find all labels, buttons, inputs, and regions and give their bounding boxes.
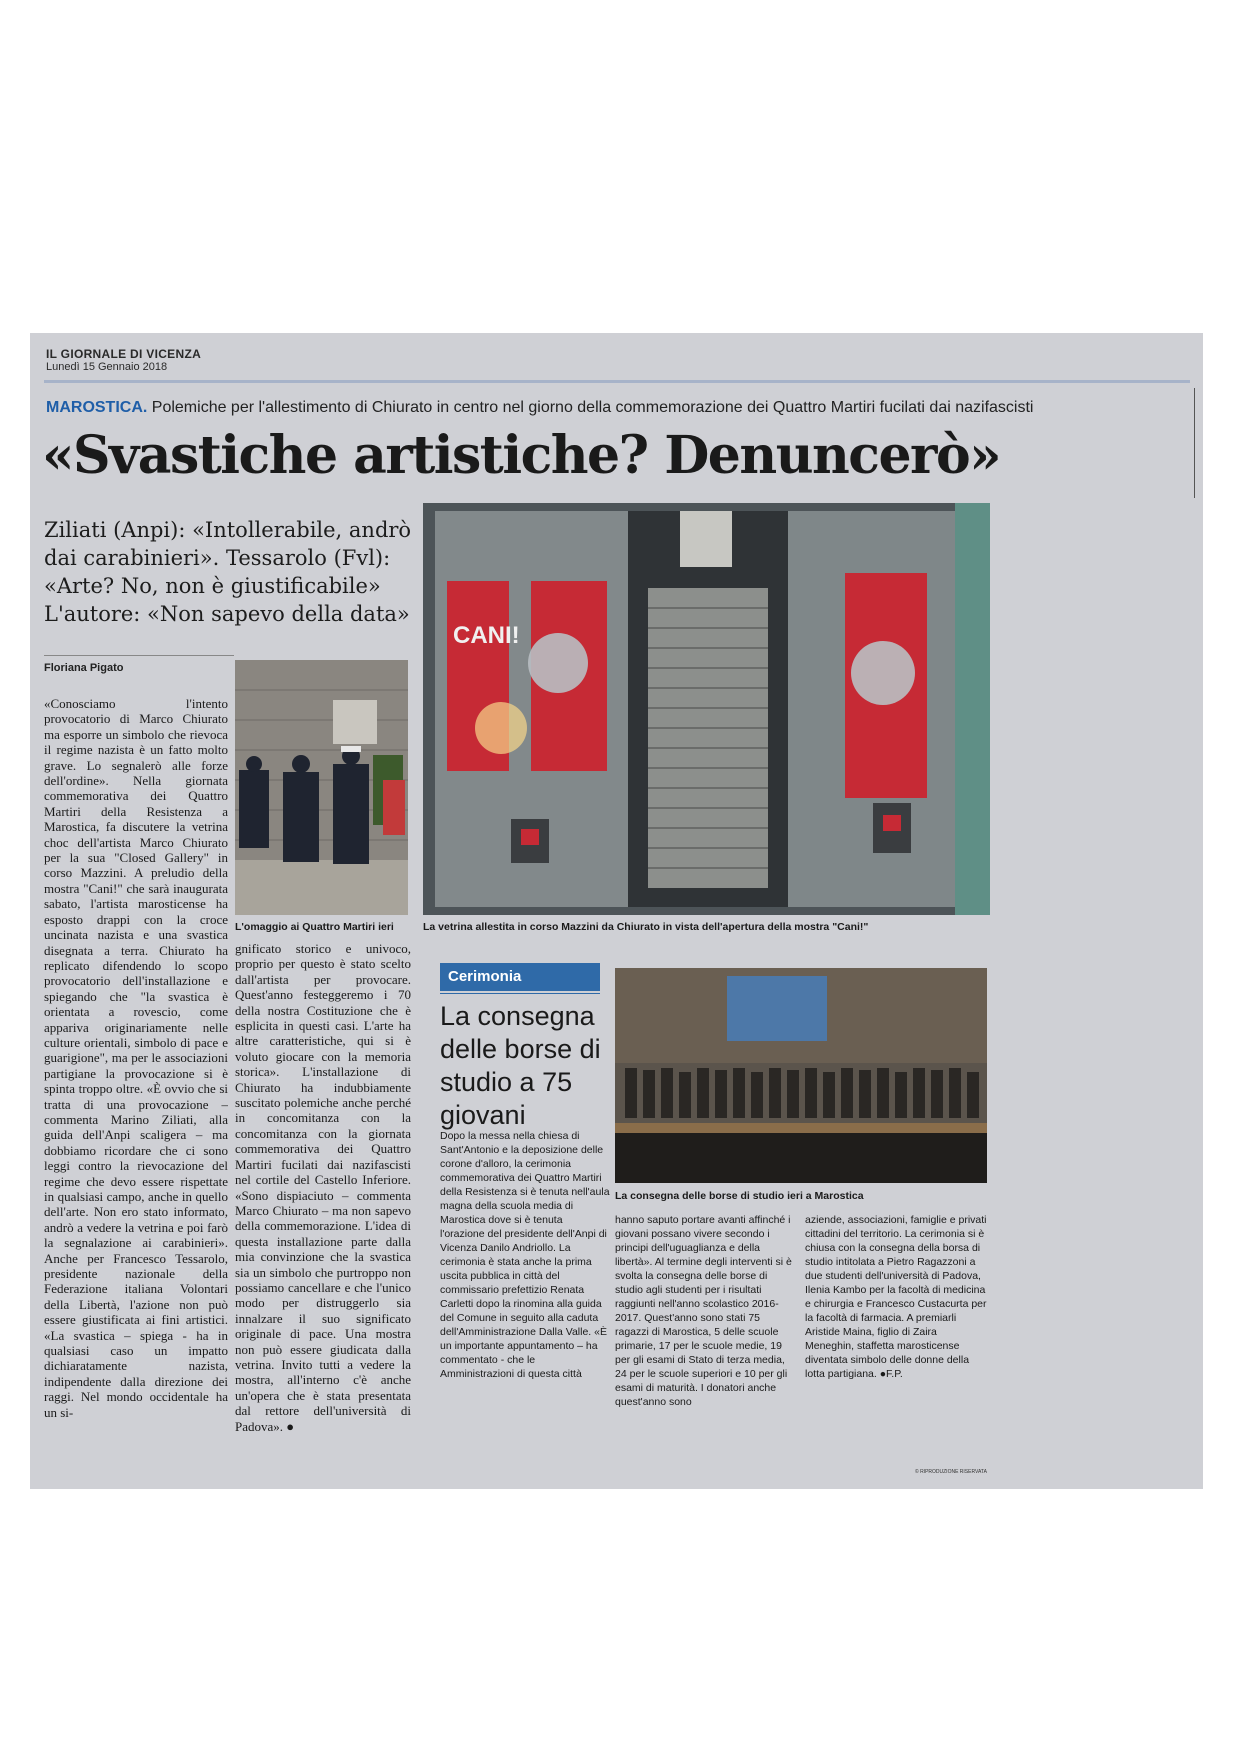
kicker-text: Polemiche per l'allestimento di Chiurato in centro nel giorno della commemorazione dei Quattro Martiri fucilati dai nazifascisti: [151, 399, 1034, 416]
ceremony-column-3: aziende, associazioni, famiglie e privati cittadini del territorio. La cerimonia si è chiusa con la consegna della borsa di studio intitolata a Pietro Ragazzoni a due studenti dell'università di Padova, Ilenia Kambo per la facoltà di medicina e chirurgia e Francesco Custacurta per la facoltà di farmacia. A premiarli Aristide Maina, figlio di Zaira Meneghin, staffetta marosticense diventata simbolo delle donne della lotta partigiana. ●F.P.: [805, 1214, 987, 1380]
ceremony-rule: [440, 993, 600, 994]
masthead-name: IL GIORNALE DI VICENZA: [46, 347, 202, 361]
newspaper-clipping: [30, 333, 1203, 1489]
ceremony-photo-graphic: [615, 968, 987, 1183]
ceremony-tag: Cerimonia: [440, 963, 600, 991]
martyrs-photo-graphic: [235, 660, 408, 915]
vertical-rule: [1194, 388, 1195, 498]
kicker: [46, 399, 1033, 417]
article-column-1: «Conosciamo l'intento provocatorio di Marco Chiurato ma esporre un simbolo che rievoca il regime nazista è un fatto molto grave. Lo segnalerò alle forze dell'ordine». Nella giornata commemorativa dei Quattro Martiri della Resistenza a Marostica, fa discutere la vetrina choc dell'artista Marco Chiurato per la sua "Closed Gallery" in corso Mazzini. A preludio della mostra "Cani!" che sarà inaugurata sabato, l'artista marosticense ha esposto drappi con la croce uncinata nazista e una svastica disegnata a terra. Chiurato ha replicato difendendo lo scopo provocatorio dell'installazione e spiegando che "la svastica è orientata a rovescio, come appariva originariamente nelle culture orientali, simbolo di pace e guarigione", ma per le associazioni partigiane la provocazione si è spinta troppo oltre. «È ovvio che si tratta di una provocazione – commenta Marino Ziliati, alla guida dell'Anpi scaligera – ma dobbiamo ricordare che ci sono leggi contro la rievocazione del regime che devo essere rispettate in qualsiasi campo, anche in quello dell'arte. Non ero stato informato, andrò a vedere la vetrina e poi farò la segnalazione ai carabinieri». Anche per Francesco Tessarolo, presidente nazionale della Federazione italiana Volontari della Libertà, l'azione non può essere giustificata ai fini artistici. «La svastica – spiega - ha in qualsiasi caso un impatto dichiaratamente nazista, indipendente dalla direzione dei raggi. Nel mondo occidentale ha un si-: [44, 696, 228, 1420]
caption-window: La vetrina allestita in corso Mazzini da Chiurato in vista dell'apertura della mostra "Cani!": [423, 921, 869, 933]
shop-window-graphic: [423, 503, 990, 915]
headline: «Svastiche artistiche? Denuncerò»: [42, 425, 1001, 486]
masthead-date: Lunedì 15 Gennaio 2018: [46, 361, 168, 373]
ceremony-column-2: hanno saputo portare avanti affinché i giovani possano vivere secondo i principi dell'uguaglianza e della libertà». Al termine degli interventi si è svolta la consegna delle borse di studio agli studenti per i risultati raggiunti nell'anno scolastico 2016-2017. Quest'anno sono stati 75 ragazzi di Marostica, 5 delle scuole primarie, 17 per le scuole medie, 19 per gli esami di Stato di terza media, 24 per le scuole superiori e 10 per gli esami di maturità. I donatori anche quest'anno sono: [615, 1214, 792, 1408]
ceremony-column-1: Dopo la messa nella chiesa di Sant'Antonio e la deposizione delle corone d'alloro, la cerimonia commemorativa dei Quattro Martiri della Resistenza si è tenuta nell'aula magna della scuola media di Marostica dove si è tenuta l'orazione del presidente dell'Anpi di Vicenza Danilo Andriollo. La cerimonia è stata anche la prima uscita pubblica in città del commissario prefettizio Renata Carletti dopo la rinomina alla guida del Comune in seguito alla caduta dell'Amministrazione Dalla Valle. «È un importante appuntamento – ha commentato - che le Amministrazioni di questa città: [440, 1130, 610, 1380]
subhead: Ziliati (Anpi): «Intollerabile, andrò dai carabinieri». Tessarolo (Fvl): «Arte? No, non è giustificabile» L'autore: «Non sapevo della data»: [44, 518, 412, 626]
ceremony-title: La consegna delle borse di studio a 75 giovani: [440, 1001, 601, 1130]
kicker-location: MAROSTICA.: [46, 399, 148, 416]
reserved-notice: © RIPRODUZIONE RISERVATA: [915, 1469, 987, 1475]
photo-sign-text: CANI!: [453, 622, 520, 649]
top-rule: [44, 380, 1190, 383]
byline-rule: [44, 655, 234, 656]
byline: Floriana Pigato: [44, 662, 124, 674]
caption-ceremony: La consegna delle borse di studio ieri a Marostica: [615, 1190, 864, 1202]
martyrs-photo: [235, 660, 408, 915]
article-column-2: gnificato storico e univoco, proprio per questo è stato scelto dall'artista per provocare. Quest'anno festeggeremo i 70 della nostra Costituzione che è esplicita in questi casi. L'arte ha altre caratteristiche, qui si è voluto giocare con la memoria storica». L'installazione di Chiurato ha indubbiamente suscitato polemiche anche perché in concomitanza con la concomitanza con la giornata commemorativa dei Quattro Martiri fucilati dai nazifascisti nel cortile del Castello Inferiore. «Sono dispiaciuto – commenta Marco Chiurato – ma non sapevo della commemorazione. L'idea di questa installazione parte dalla mia convinzione che la svastica sia un simbolo che purtroppo non possiamo cancellare e che l'unico modo per distruggerlo sia innalzare il suo significato originale di pace. Una mostra non può essere giudicata dalla vetrina. Invito tutti a vedere la mostra, all'interno c'è anche un'opera che è stata presentata dal rettore dell'università di Padova». ●: [235, 941, 411, 1434]
shop-window-photo: [423, 503, 990, 915]
caption-martyrs: L'omaggio ai Quattro Martiri ieri: [235, 921, 394, 933]
ceremony-photo: [615, 968, 987, 1183]
